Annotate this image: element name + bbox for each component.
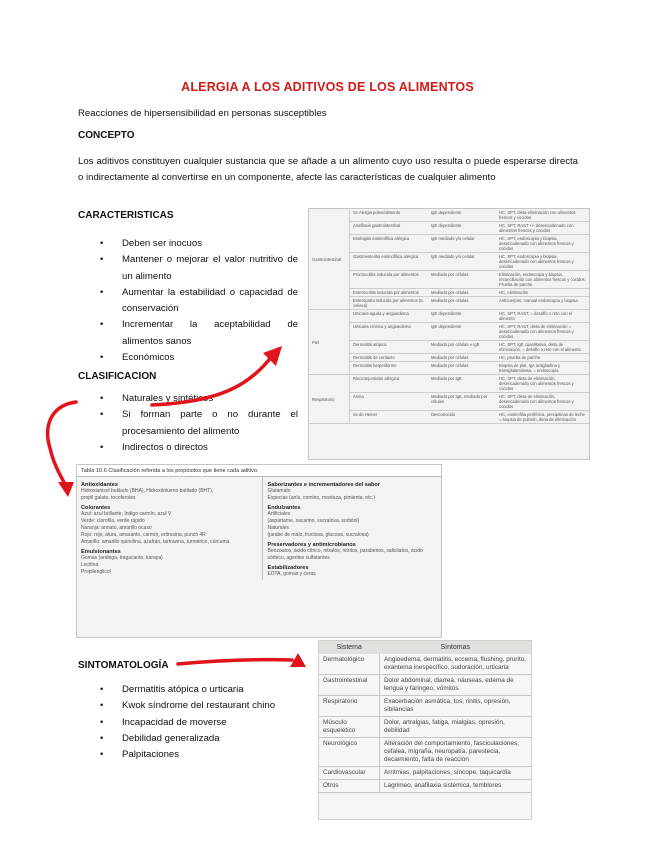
arrowhead-icon (58, 482, 74, 497)
additives-item: propil galato, tocoferoles (81, 495, 136, 501)
list-item: • Palpitaciones (96, 747, 316, 763)
table-cell: HC, SPT, dieta eliminación con alimentos frescos y cocidos (496, 209, 589, 222)
list-item: • Incapacidad de moverse (96, 715, 316, 731)
additives-item: Naranja: annato, amarillo ocaso (81, 525, 152, 531)
table-cell: Dermatitis de contacto (350, 354, 429, 362)
table-cell-symptoms: Alteración del comportamiento, fasciculaciones, cefalea, migraña, neuropatía, parestecia, decaimiento, falta de reacción (380, 738, 532, 767)
table-cell: Mediado por células (428, 362, 496, 375)
additives-item: Gomas (arábiga, tragacanto, karaya) (81, 555, 163, 561)
caracteristicas-heading: CARACTERISTICAS (78, 210, 174, 221)
table-cell: Enterocolitis inducida por alimentos (350, 289, 429, 297)
list-item: • Aumentar la estabilidad o capacidad de conservación (96, 285, 298, 318)
additives-section-heading: Saborizantes e incrementadores del sabor (267, 482, 381, 488)
additives-section-heading: Preservadores y antimicrobianos (267, 542, 356, 548)
page-title: ALERGIA A LOS ADITIVOS DE LOS ALIMENTOS (181, 80, 474, 94)
additives-item: Verde: clorofila, verde rápido (81, 518, 145, 524)
additives-section-heading: Antioxidantes (81, 482, 118, 488)
table-cell: Urticaria crónica y angioedema (350, 323, 429, 341)
table-cell-system: Gastrointestinal (319, 675, 380, 696)
table-cell: HC, SPT, dieta de eliminación, desencadenado con alimentos frescos y cocidos (496, 375, 589, 393)
additives-item: EDTA, gomas y ceras (267, 571, 316, 577)
additives-item: Lecitina (81, 562, 99, 568)
table-cell: IgE mediado y/o celular (428, 253, 496, 271)
table-cell-symptoms: Arritmias, palpitaciones, síncope, taquicardia (380, 767, 532, 780)
table-cell: IgE dependiente (428, 323, 496, 341)
concepto-heading: CONCEPTO (78, 130, 135, 141)
table-cell: Dermatitis atópica (350, 341, 429, 354)
list-item: • Dermatitis atópica o urticaria (96, 682, 316, 698)
table-cell: Gastroenteritis eosinofílica alérgica (350, 253, 429, 271)
additives-item: Especias (anís, comino, mostaza, pimienta, etc.) (267, 495, 376, 501)
table-cell: Rinoconjuntivitis alérgica (350, 375, 429, 393)
symptoms-header-symptoms: Síntomas (380, 641, 532, 654)
table-cell: HC, SPT, RAST, dieta de eliminación = desencadenado con alimentos frescos y cocidos (496, 323, 589, 341)
additives-item: (jarabe de maíz, fructosa, glucosa, sucralosa) (267, 532, 369, 538)
table-cell: Sx Alergia polen/alimento (350, 209, 429, 222)
additives-section-heading: Colorantes (81, 505, 111, 511)
table-cell: HC, SPT, endoscopia y biopsia, desencadenado con alimentos frescos y cocidos (496, 235, 589, 253)
table-cell: Proctocolitis inducida por alimentos (350, 271, 429, 289)
table-cell: Dermatitis herpetiforme (350, 362, 429, 375)
list-item: • Incrementar la aceptabilidad de alimentos sanos (96, 317, 298, 350)
additives-caption: Tabla 10.6 Clasificación referida a los propósitos que tiene cada aditivo. (77, 465, 441, 477)
additives-item: Naturales (267, 525, 289, 531)
table-cell-system: Gastrointestinal (309, 209, 350, 310)
table-cell: Sx de Heiner (350, 411, 429, 424)
table-cell: Mediado por células e IgE (428, 341, 496, 354)
additives-item: Rojo: rojo, alura, amaranto, carmín, eritrosina, punzó 4R (81, 532, 206, 538)
table-cell: Enteropatía inducida por alimentos (E. celiaca) (350, 297, 429, 310)
arrow-to-symptoms-table (178, 660, 292, 664)
table-cell: Anafilaxis gastrointestinal (350, 222, 429, 235)
table-cell: HC, prueba de parche (496, 354, 589, 362)
table-cell-symptoms: Exacerbación asmática, tos, rinitis, opresión, sibilancias (380, 696, 532, 717)
table-cell: HC, SPT, IgE cuantitativa, dieta de eliminación, = desafío o reto con el alimento (496, 341, 589, 354)
list-item: • Naturales y sintéticos (96, 391, 298, 407)
additives-section-heading: Estabilizadores (267, 565, 309, 571)
list-item: • Indirectos o directos (96, 440, 298, 456)
additives-section-heading: Endulzantes (267, 505, 301, 511)
list-item: • Económicos (96, 350, 298, 366)
table-cell-system: Piel (309, 310, 350, 375)
additives-item: sórbico, agentes sulfatantes (267, 555, 330, 561)
table-cell: IgE dependiente (428, 310, 496, 323)
additives-item: (aspartame, sacarino, sucralosa, sorbitol) (267, 518, 360, 524)
table-cell: HC, eosinofilia periférica, precipitinas de leche = biopsia de pulmón, dieta de eliminación (496, 411, 589, 424)
table-cell-symptoms: Dolor abdominal, diarrea, náuseas, edema de lengua y faringeo, vómitos (380, 675, 532, 696)
table-cell: Mediado por IgE, mediado por células (428, 393, 496, 411)
arrow-to-reactions-table (152, 356, 272, 405)
table-cell-system: Respiratorio (309, 375, 350, 424)
table-cell: Eliminación, endoscopia y biopsia, reconciliación con alimentos frescos y cocidos. Prueba de parche (496, 271, 589, 289)
symptoms-header-system: Sistema (319, 641, 380, 654)
table-cell: HC, SPT, dieta de eliminación, desencadenado con alimentos frescos y cocidos (496, 393, 589, 411)
additives-item: Glutamato (267, 488, 291, 494)
additives-item: Propilenglicol (81, 569, 111, 575)
table-cell: Mediado por células (428, 271, 496, 289)
list-item: • Si forman parte o no durante el procesamiento del alimento (96, 407, 298, 440)
table-cell: IgE dependiente (428, 222, 496, 235)
table-cell: HC, SPT, RAST +/- desencadenado con alimentos frescos y cocidos (496, 222, 589, 235)
table-cell: Esofagitis eosinofílica alérgica (350, 235, 429, 253)
additives-item: Hidroxianisol butilado (BHA), Hidroxitolueno butilado (BHT), (81, 488, 214, 494)
table-cell-system: Respiratorio (319, 696, 380, 717)
table-cell: Anticuerpos, manual endoscopía y biopsia (496, 297, 589, 310)
arrow-to-additives-table (48, 402, 76, 486)
table-cell: HC, eliminación (496, 289, 589, 297)
table-cell-system: Músculo esquelético (319, 717, 380, 738)
table-cell: IgE mediado y/o celular (428, 235, 496, 253)
table-cell-system: Dermatológico (319, 654, 380, 675)
table-cell: Mediado por células (428, 289, 496, 297)
table-cell: Mediado por células (428, 297, 496, 310)
table-cell-system: Cardiovascular (319, 767, 380, 780)
additives-item: Azul: azul brillante, índigo carmín, azul V (81, 511, 172, 517)
additives-item: Amarillo: amarillo quinolina, azafrán, tartrazina, turmérico, cúrcuma (81, 539, 230, 545)
concepto-text: Los aditivos constituyen cualquier sustancia que se añade a un alimento cuyo uso resulta o puede esperarse directa o indirectamente al convertirse en un componente, afecte las características de cualquier alimento (78, 156, 578, 183)
table-cell: Desconocido (428, 411, 496, 424)
sintomatologia-heading: SINTOMATOLOGÍA (78, 660, 169, 671)
table-cell-system: Otros (319, 780, 380, 793)
table-cell: Mediado por IgE (428, 375, 496, 393)
list-item: • Debilidad generalizada (96, 731, 316, 747)
table-cell: Urticaria aguda y angioedema (350, 310, 429, 323)
table-cell: Mediado por células (428, 354, 496, 362)
clasificacion-heading: CLASIFICACION (78, 371, 157, 382)
table-cell-symptoms: Lagrimeo, anafilaxia sistémica, temblores (380, 780, 532, 793)
subtitle: Reacciones de hipersensibilidad en personas susceptibles (78, 108, 327, 119)
additives-section-heading: Emulsionantes (81, 549, 121, 555)
table-cell: HC, SPT, endoscopia y biopsia, desencadenado con alimentos frescos y cocidos (496, 253, 589, 271)
table-cell: IgE dependiente (428, 209, 496, 222)
additives-item: Artificiales (267, 511, 291, 517)
list-item: • Mantener o mejorar el valor nutritivo de un alimento (96, 252, 298, 285)
table-cell-system: Neurológico (319, 738, 380, 767)
table-cell: Asma (350, 393, 429, 411)
table-cell: HC, SPT, RAST, = desafío o reto con el alimento (496, 310, 589, 323)
table-cell-symptoms: Dolor, artralgias, fatiga, mialgias, opresión, debilidad (380, 717, 532, 738)
list-item: • Deben ser inocuos (96, 236, 298, 252)
list-item: • Kwok síndrome del restaurant chino (96, 698, 316, 714)
table-cell-symptoms: Angioedema, dermatitis, eccema, flushing, prurito, exantema inespecífico, sudoración, urticaria (380, 654, 532, 675)
table-cell: Biopsia de piel, IgA antigliadina y transglutaminasa, = endoscopía (496, 362, 589, 375)
additives-item: Benzoatos, ácido cítrico, nitratos, nitritos, parabenos, salicilatos, ácido (267, 548, 423, 554)
